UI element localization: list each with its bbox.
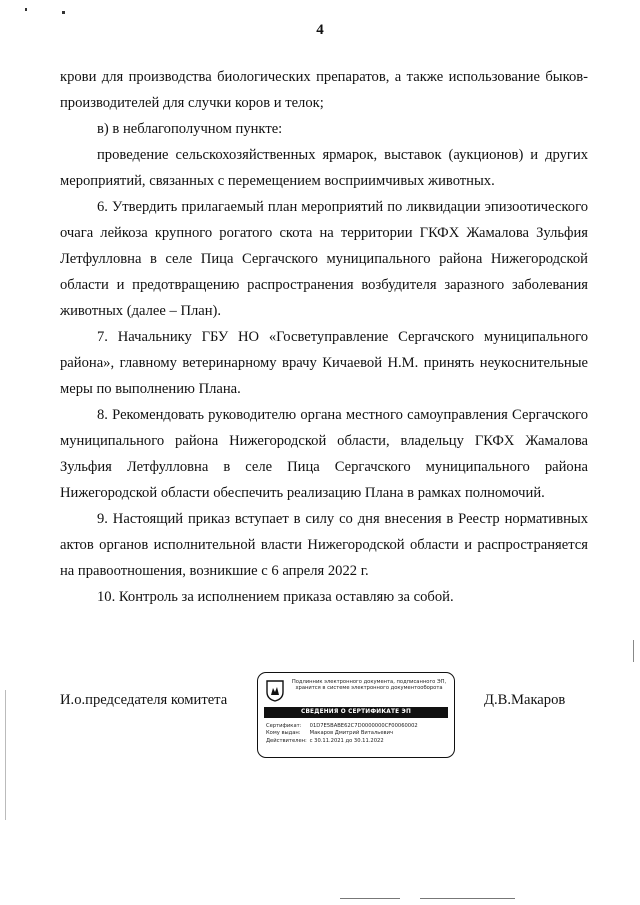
paragraph-item-9: 9. Настоящий приказ вступает в силу со дня внесения в Реестр нормативных актов органов исполнительной власти Нижегородской области и распространяется на правоотношения, возникшие с 6 апреля 2022 г. (60, 511, 588, 579)
signer-title: И.о.председателя комитета (60, 692, 228, 708)
scan-mark (25, 8, 27, 11)
stamp-owner-label: Кому выдан: (266, 730, 301, 737)
paragraph-continuation: крови для производства биологических препаратов, а также использование быков-производителей для случки коров и телок; (60, 69, 588, 111)
stamp-details (266, 723, 450, 745)
electronic-signature-stamp (257, 672, 455, 758)
bottom-rule (340, 898, 400, 899)
stamp-owner-row (266, 730, 450, 737)
paragraph-item-8: 8. Рекомендовать руководителю органа местного самоуправления Сергачского муниципального района Нижегородской области, владельцу ГКФХ Жамалова Зульфия Летфулловна в селе Пица Сергачского муниципального района Нижегородской области обеспечить реализацию Плана в рамках полномочий. (60, 407, 588, 501)
stamp-header: СВЕДЕНИЯ О СЕРТИФИКАТЕ ЭП (264, 707, 448, 718)
stamp-cert-label: Сертификат: (266, 723, 302, 729)
stamp-cert-value: 01D7E5BABE62C7D0000000CF00060002 (309, 723, 418, 729)
stamp-signed-text: Подлинник электронного документа, подписанного ЭП, хранится в системе электронного документооборота (291, 679, 447, 692)
stamp-valid-value: с 30.11.2021 до 30.11.2022 (309, 737, 384, 744)
stamp-valid-label: Действителен: (266, 737, 307, 744)
scan-mark (62, 11, 65, 14)
scan-edge-left (5, 690, 6, 820)
coat-of-arms-icon (266, 680, 284, 702)
document-body (60, 64, 588, 610)
paragraph-item-6: 6. Утвердить прилагаемый план мероприятий по ликвидации эпизоотического очага лейкоза крупного рогатого скота на территории ГКФХ Жамалова Зульфия Летфулловна в селе Пица Сергачского муниципального района Нижегородской области и предотвращению распространения возбудителя заразного заболевания животных (далее – План). (60, 199, 588, 319)
stamp-valid-row (266, 738, 450, 745)
stamp-owner-value: Макаров Дмитрий Витальевич (309, 730, 394, 737)
paragraph-item-7: 7. Начальнику ГБУ НО «Госветуправление Сергачского муниципального района», главному ветеринарному врачу Кичаевой Н.М. принять неукоснительные меры по выполнению Плана. (60, 329, 588, 397)
signer-name: Д.В.Макаров (484, 692, 566, 708)
page-number: 4 (316, 22, 324, 38)
scan-edge-right (633, 640, 634, 662)
paragraph-item-10: 10. Контроль за исполнением приказа оставляю за собой. (97, 589, 454, 605)
bottom-rule (420, 898, 515, 899)
paragraph-subitem-v: в) в неблагополучном пункте: (97, 121, 283, 137)
paragraph-fairs: проведение сельскохозяйственных ярмарок, выставок (аукционов) и других мероприятий, связанных с перемещением восприимчивых животных. (60, 147, 588, 189)
